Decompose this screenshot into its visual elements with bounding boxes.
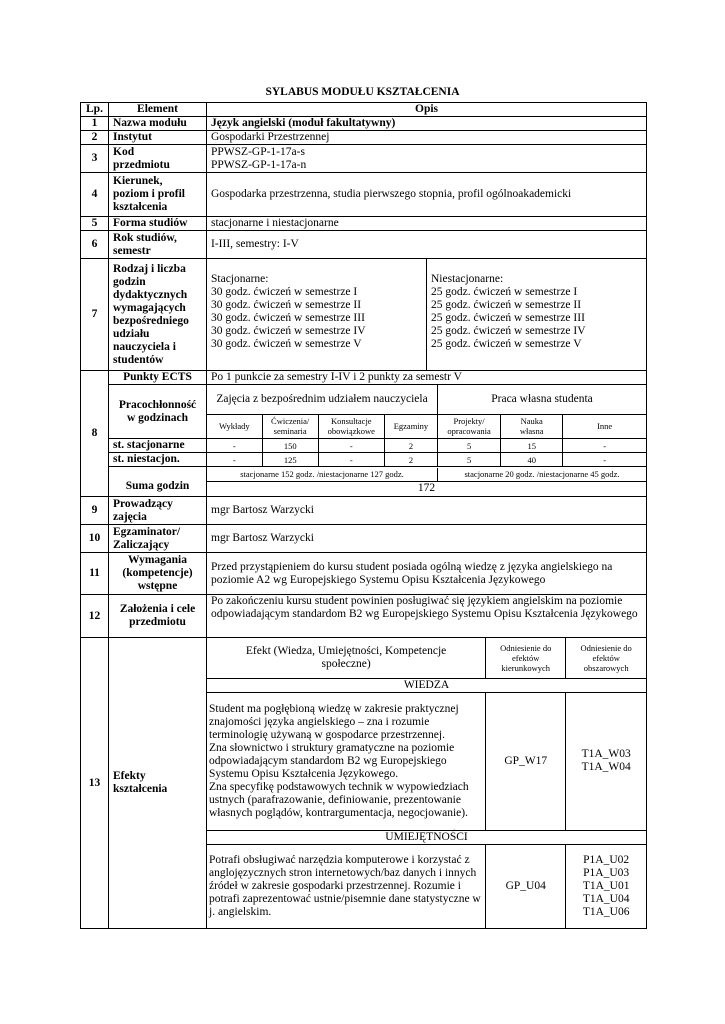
stac-value: 2 — [384, 439, 437, 452]
row-10-element: Egzaminator/ Zaliczający — [109, 525, 207, 553]
row-11 — [81, 553, 647, 595]
row-6-value: I-III, semestry: I-V — [207, 231, 647, 259]
row-11-lp: 11 — [81, 553, 109, 595]
row-5-lp: 5 — [81, 217, 109, 231]
suma-contact: stacjonarne 152 godz. /niestacjonarne 127 godz. — [207, 468, 438, 482]
row-2-value: Gospodarki Przestrzennej — [207, 131, 647, 145]
umiejetnosci-kier: GP_U04 — [486, 844, 566, 928]
row-6 — [81, 231, 647, 259]
col-wyklady: Wykłady — [207, 414, 262, 438]
niestac-value: - — [207, 453, 262, 466]
row-13 — [81, 638, 647, 929]
row-5-value: stacjonarne i niestacjonarne — [207, 217, 647, 231]
row-2-element: Instytut — [109, 131, 207, 145]
ects-value: Po 1 punkcie za semestry I-IV i 2 punkty za semestr V — [207, 371, 647, 385]
niestac-value: 125 — [262, 453, 318, 466]
niestac-value: 5 — [438, 453, 501, 466]
row-4-element: Kierunek, poziom i profil kształcenia — [109, 173, 207, 217]
niestac-values — [207, 453, 647, 467]
suma-label: Suma godzin — [109, 467, 207, 497]
row-10-lp: 10 — [81, 525, 109, 553]
row-8-workload — [81, 385, 647, 439]
row-2 — [81, 131, 647, 145]
row-3 — [81, 145, 647, 173]
row-12-element: Założenia i cele przedmiotu — [109, 595, 207, 638]
umiejetnosci-obsz: P1A_U02 P1A_U03 T1A_U01 T1A_U04 T1A_U06 — [566, 844, 646, 928]
effects-col-obsz: Odniesienie do efektów obszarowych — [566, 638, 646, 678]
header-element: Element — [109, 103, 207, 117]
col-konsultacje: Konsultacje obowiązkowe — [318, 414, 384, 438]
workload-label: Pracochłonność w godzinach — [109, 385, 207, 439]
suma-self: stacjonarne 20 godz. /niestacjonarne 45 godz. — [438, 468, 646, 482]
row-7 — [81, 259, 647, 371]
row-7-niestacjonarne: Niestacjonarne: 25 godz. ćwiczeń w semestrze I 25 godz. ćwiczeń w semestrze II 25 godz. ćwiczeń w semestrze III 25 godz. ćwiczeń w semestrze IV 25 godz. ćwiczeń w semestrze V — [427, 259, 647, 371]
row-1-value: Język angielski (moduł fakultatywny) — [207, 117, 647, 131]
niestac-value: 40 — [501, 453, 563, 466]
syllabus-table — [80, 102, 647, 929]
row-13-lp: 13 — [81, 638, 109, 929]
row-1-element: Nazwa modułu — [109, 117, 207, 131]
col-egzaminy: Egzaminy — [384, 414, 437, 438]
effects-col-kier: Odniesienie do efektów kierunkowych — [486, 638, 566, 678]
wiedza-label: WIEDZA — [207, 678, 646, 692]
row-1-lp: 1 — [81, 117, 109, 131]
row-8-ects — [81, 371, 647, 385]
col-inne: Inne — [563, 414, 646, 438]
row-8-suma — [81, 467, 647, 497]
row-7-lp: 7 — [81, 259, 109, 371]
row-11-element: Wymagania (kompetencje) wstępne — [109, 553, 207, 595]
ects-label: Punkty ECTS — [109, 371, 207, 385]
stac-label: st. stacjonarne — [109, 439, 207, 453]
stac-value: 5 — [438, 439, 501, 452]
row-3-value: PPWSZ-GP-1-17a-s PPWSZ-GP-1-17a-n — [207, 145, 647, 173]
group-self: Praca własna studenta — [438, 385, 647, 414]
header-lp: Lp. — [81, 103, 109, 117]
row-4-value: Gospodarka przestrzenna, studia pierwszego stopnia, profil ogólnoakademicki — [207, 173, 647, 217]
row-4 — [81, 173, 647, 217]
col-cwiczenia: Ćwiczenia/ seminaria — [262, 414, 318, 438]
effects-grid — [207, 638, 647, 929]
niestac-value: 2 — [384, 453, 437, 466]
workload-grid — [207, 385, 647, 439]
umiejetnosci-label: UMIEJĘTNOŚCI — [207, 830, 646, 844]
row-2-lp: 2 — [81, 131, 109, 145]
wiedza-kier: GP_W17 — [486, 692, 566, 830]
row-12-value: Po zakończeniu kursu student powinien posługiwać się językiem angielskim na poziomie odpowiadającym standardom B2 wg Europejskiego Systemu Opisu Kształcenia Językowego — [207, 595, 647, 638]
col-nauka: Nauka własna — [501, 414, 563, 438]
row-12 — [81, 595, 647, 638]
niestac-value: - — [318, 453, 384, 466]
niestac-label: st. niestacjon. — [109, 453, 207, 467]
row-8-niestac — [81, 453, 647, 467]
row-5 — [81, 217, 647, 231]
row-9-lp: 9 — [81, 497, 109, 525]
row-7-element: Rodzaj i liczba godzin dydaktycznych wymagających bezpośredniego udziału nauczyciela i studentów — [109, 259, 207, 371]
niestac-value: - — [563, 453, 646, 466]
row-6-lp: 6 — [81, 231, 109, 259]
col-projekty: Projekty/ opracowania — [438, 414, 501, 438]
row-4-lp: 4 — [81, 173, 109, 217]
header-opis: Opis — [207, 103, 647, 117]
suma-values — [207, 467, 647, 497]
row-12-lp: 12 — [81, 595, 109, 638]
group-contact: Zajęcia z bezpośrednim udziałem nauczyciela — [207, 385, 438, 414]
row-6-element: Rok studiów, semestr — [109, 231, 207, 259]
row-10 — [81, 525, 647, 553]
row-8-lp: 8 — [81, 371, 109, 497]
row-10-value: mgr Bartosz Warzycki — [207, 525, 647, 553]
effects-col-effect: Efekt (Wiedza, Umiejętności, Kompetencje społeczne) — [207, 638, 486, 678]
row-9-value: mgr Bartosz Warzycki — [207, 497, 647, 525]
suma-total: 172 — [207, 482, 646, 496]
row-5-element: Forma studiów — [109, 217, 207, 231]
document-title: SYLABUS MODUŁU KSZTAŁCENIA — [265, 86, 460, 98]
stac-value: 15 — [501, 439, 563, 452]
wiedza-obsz: T1A_W03 T1A_W04 — [566, 692, 646, 830]
row-1 — [81, 117, 647, 131]
stac-value: - — [207, 439, 262, 452]
row-13-element: Efekty kształcenia — [109, 638, 207, 929]
row-8-stac — [81, 439, 647, 453]
stac-values — [207, 439, 647, 453]
row-7-stacjonarne: Stacjonarne: 30 godz. ćwiczeń w semestrze I 30 godz. ćwiczeń w semestrze II 30 godz. ćwiczeń w semestrze III 30 godz. ćwiczeń w semestrze IV 30 godz. ćwiczeń w semestrze V — [207, 259, 427, 371]
row-9 — [81, 497, 647, 525]
stac-value: 150 — [262, 439, 318, 452]
row-9-element: Prowadzący zajęcia — [109, 497, 207, 525]
row-11-value: Przed przystąpieniem do kursu student posiada ogólną wiedzę z języka angielskiego na poziomie A2 wg Europejskiego Systemu Opisu Kształcenia Językowego — [207, 553, 647, 595]
row-3-lp: 3 — [81, 145, 109, 173]
stac-value: - — [563, 439, 646, 452]
stac-value: - — [318, 439, 384, 452]
wiedza-text: Student ma pogłębioną wiedzę w zakresie praktycznej znajomości języka angielskiego – zna i rozumie terminologię używaną w gospodarce przestrzennej. Zna słownictwo i struktury gramatyczne na poziomie odpowiadającym standardom B2 wg Europejskiego Systemu Opisu Kształcenia Językowego. Zna specyfikę podstawowych technik w wypowiedziach ustnych (parafrazowanie, definiowanie, prezentowanie własnych poglądów, kontrargumentacja, negocjowanie). — [207, 692, 486, 830]
umiejetnosci-text: Potrafi obsługiwać narzędzia komputerowe i korzystać z anglojęzycznych stron internetowych/baz danych i innych źródeł w zakresie gospodarki przestrzennej. Rozumie i potrafi zaprezentować ustnie/pisemnie dane statystyczne w j. angielskim. — [207, 844, 486, 928]
row-3-element: Kod przedmiotu — [109, 145, 207, 173]
